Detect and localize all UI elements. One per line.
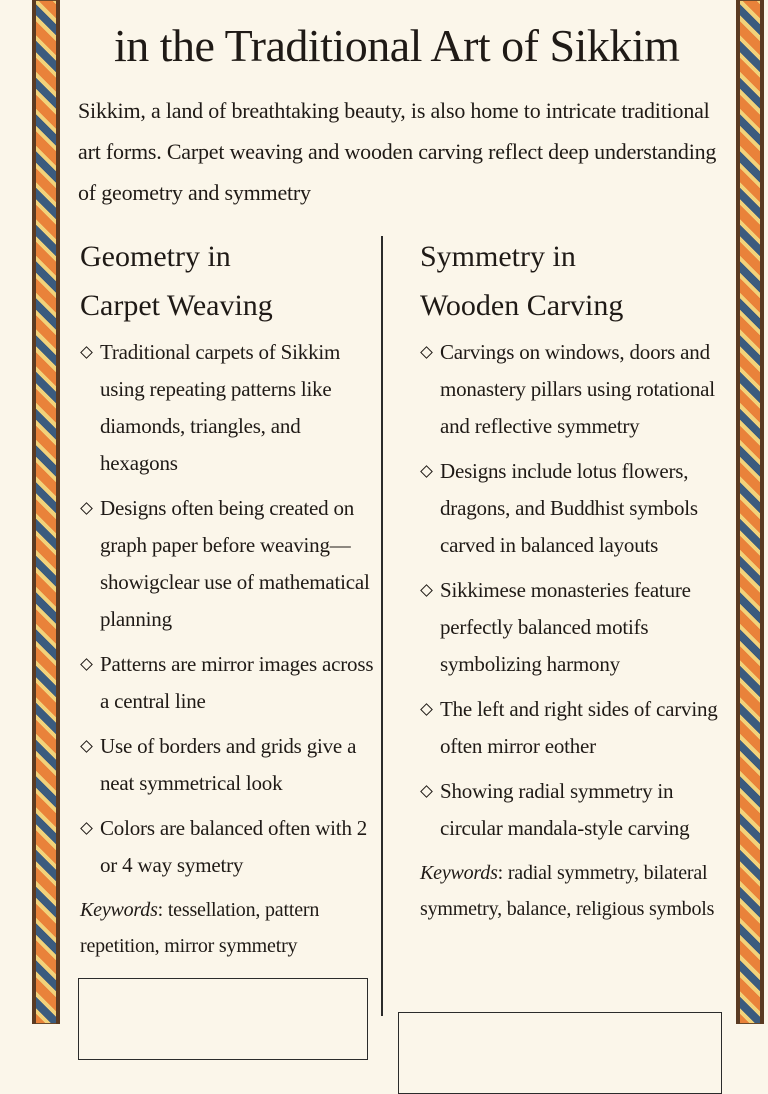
carving-keywords: [420, 855, 735, 927]
carpet-weaving-column: [80, 232, 380, 964]
column-divider: [381, 236, 383, 1016]
keywords-label: Keywords: [420, 862, 498, 884]
wooden-carving-column: [420, 232, 735, 927]
diamond-bullet-icon: [80, 346, 93, 359]
decorative-border-left: [32, 0, 60, 1024]
diamond-bullet-icon: [80, 822, 93, 835]
decorative-border-right: [736, 0, 764, 1024]
list-item: Sikkimese monasteries feature perfectly balanced motifs symbolizing harmony: [420, 572, 735, 683]
list-item: Patterns are mirror images across a central line: [80, 646, 380, 720]
empty-frame-right: [398, 1012, 722, 1094]
diamond-bullet-icon: [420, 703, 433, 716]
carving-bullet-list: [420, 334, 735, 847]
carpet-heading-line2: Carpet Weaving: [80, 289, 273, 322]
carpet-weaving-heading: [80, 232, 380, 330]
diamond-bullet-icon: [80, 658, 93, 671]
list-item: Use of borders and grids give a neat symmetrical look: [80, 728, 380, 802]
carpet-bullet-list: [80, 334, 380, 884]
keywords-label: Keywords: [80, 899, 158, 921]
list-item: Traditional carpets of Sikkim using repeating patterns like diamonds, triangles, and hexagons: [80, 334, 380, 482]
page-title: in the Traditional Art of Sikkim: [114, 20, 680, 71]
list-item: Showing radial symmetry in circular mandala-style carving: [420, 773, 735, 847]
list-item: Designs often being created on graph paper before weaving—showigclear use of mathematical planning: [80, 490, 380, 638]
poster-page: [70, 0, 730, 1024]
carpet-heading-line1: Geometry in: [80, 240, 231, 273]
intro-paragraph: Sikkim, a land of breathtaking beauty, is also home to intricate traditional art forms. Carpet weaving and wooden carving reflect deep understanding of geometry and symmetry: [78, 98, 717, 205]
empty-frame-left: [78, 978, 368, 1060]
list-item: The left and right sides of carving often mirror eother: [420, 691, 735, 765]
keywords-text: : tessellation, pattern repetition, mirror symmetry: [80, 899, 320, 957]
list-item: Designs include lotus flowers, dragons, and Buddhist symbols carved in balanced layouts: [420, 453, 735, 564]
keywords-text: : radial symmetry, bilateral symmetry, balance, religious symbols: [420, 862, 715, 920]
list-item: Carvings on windows, doors and monastery pillars using rotational and reflective symmetry: [420, 334, 735, 445]
diamond-bullet-icon: [420, 346, 433, 359]
wooden-carving-heading: [420, 232, 735, 330]
list-item: Colors are balanced often with 2 or 4 way symetry: [80, 810, 380, 884]
carpet-keywords: [80, 892, 380, 964]
carving-heading-line2: Wooden Carving: [420, 289, 624, 322]
carving-heading-line1: Symmetry in: [420, 240, 576, 273]
diamond-bullet-icon: [420, 785, 433, 798]
diamond-bullet-icon: [80, 740, 93, 753]
diamond-bullet-icon: [420, 465, 433, 478]
diamond-bullet-icon: [80, 502, 93, 515]
diamond-bullet-icon: [420, 584, 433, 597]
